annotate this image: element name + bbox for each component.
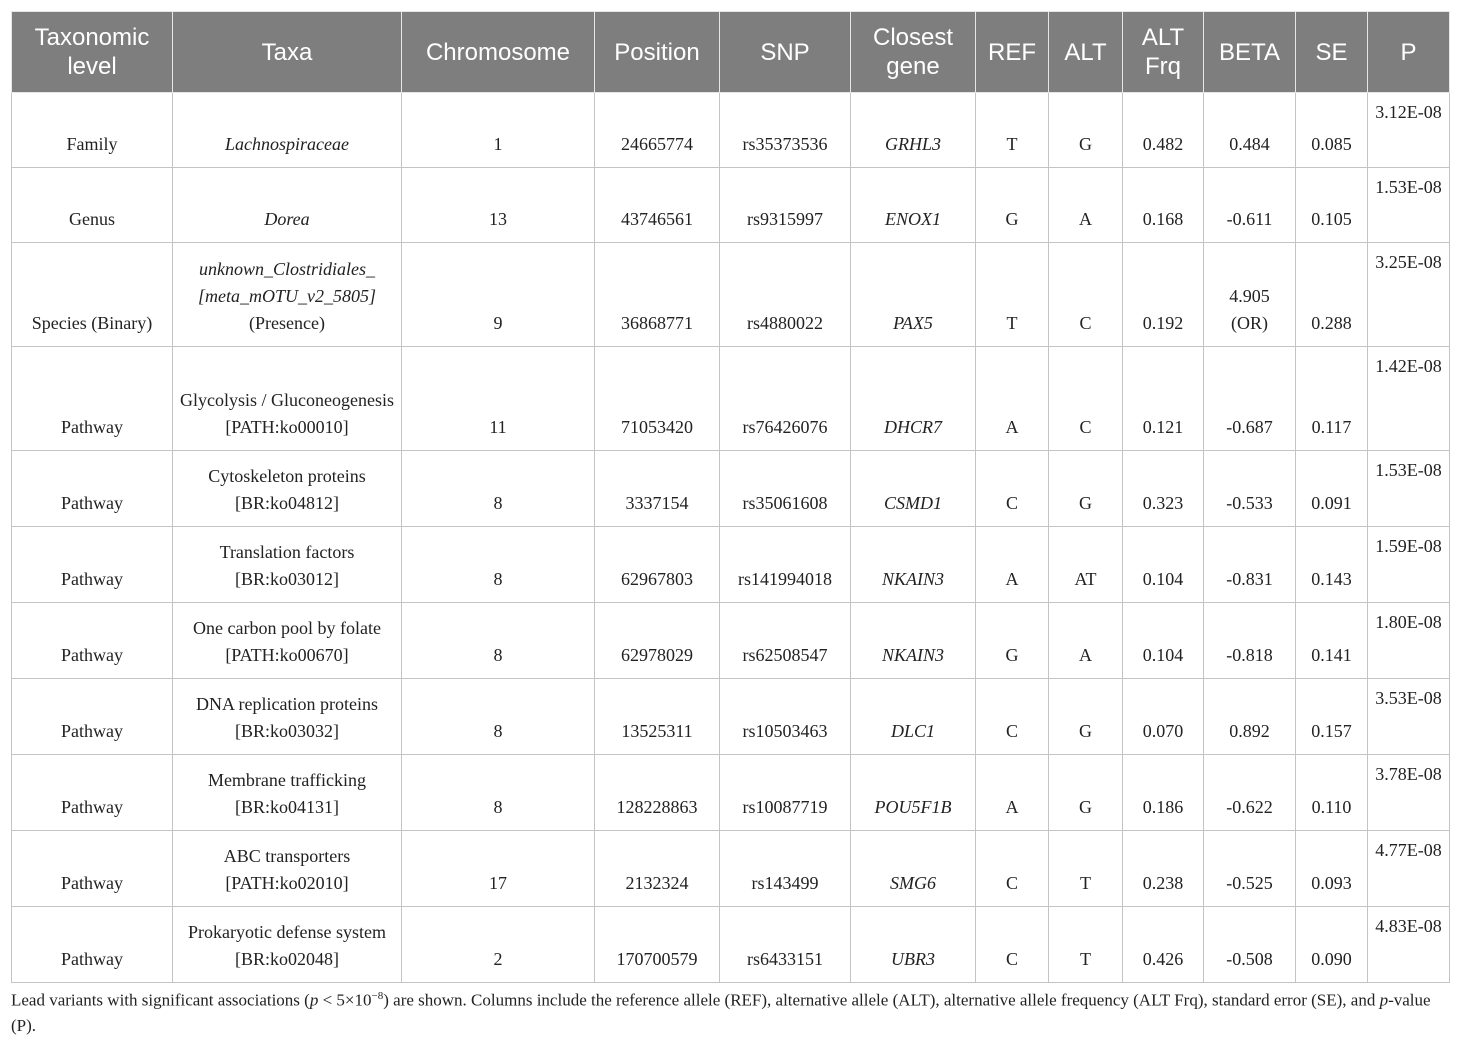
cell-alt-frq: 0.323: [1123, 451, 1204, 527]
cell-position: 13525311: [595, 679, 720, 755]
header-p: P: [1368, 12, 1450, 93]
cell-gene: GRHL3: [851, 93, 976, 168]
cell-snp: rs10503463: [720, 679, 851, 755]
cell-p: 3.53E-08: [1368, 679, 1450, 755]
cell-alt: A: [1049, 168, 1123, 243]
header-closest-gene: Closest gene: [851, 12, 976, 93]
cell-ref: T: [976, 93, 1049, 168]
cell-chromosome: 8: [402, 451, 595, 527]
cell-chromosome: 9: [402, 243, 595, 347]
cell-taxa: One carbon pool by folate [PATH:ko00670]: [173, 603, 402, 679]
cell-p: 1.53E-08: [1368, 168, 1450, 243]
cell-gene: SMG6: [851, 831, 976, 907]
cell-se: 0.085: [1296, 93, 1368, 168]
cell-taxa: DNA replication proteins [BR:ko03032]: [173, 679, 402, 755]
cell-position: 43746561: [595, 168, 720, 243]
cell-beta: -0.818: [1204, 603, 1296, 679]
cell-p: 1.59E-08: [1368, 527, 1450, 603]
cell-gene: CSMD1: [851, 451, 976, 527]
cell-snp: rs62508547: [720, 603, 851, 679]
cell-beta: -0.525: [1204, 831, 1296, 907]
cell-p: 3.12E-08: [1368, 93, 1450, 168]
cell-p: 4.83E-08: [1368, 907, 1450, 983]
header-row: [12, 12, 1450, 93]
cell-alt-frq: 0.186: [1123, 755, 1204, 831]
cell-chromosome: 17: [402, 831, 595, 907]
cell-p: 3.25E-08: [1368, 243, 1450, 347]
cell-level: Family: [12, 93, 173, 168]
table-row: [12, 347, 1450, 451]
cell-snp: rs141994018: [720, 527, 851, 603]
cell-alt: G: [1049, 93, 1123, 168]
cell-snp: rs4880022: [720, 243, 851, 347]
footnote-p-symbol: p: [1379, 990, 1389, 1010]
cell-taxa: Translation factors [BR:ko03012]: [173, 527, 402, 603]
table-footnote: [11, 984, 1449, 1038]
cell-alt: G: [1049, 451, 1123, 527]
cell-gene: PAX5: [851, 243, 976, 347]
cell-ref: C: [976, 451, 1049, 527]
cell-p: 1.42E-08: [1368, 347, 1450, 451]
header-ref: REF: [976, 12, 1049, 93]
cell-alt-frq: 0.121: [1123, 347, 1204, 451]
cell-taxa-name: unknown_Clostridiales_ [meta_mOTU_v2_5805]: [198, 259, 376, 306]
cell-alt: C: [1049, 243, 1123, 347]
cell-snp: rs10087719: [720, 755, 851, 831]
cell-taxa: Cytoskeleton proteins [BR:ko04812]: [173, 451, 402, 527]
footnote-text: Lead variants with significant associations (: [11, 990, 310, 1010]
cell-taxa: [173, 243, 402, 347]
cell-position: 71053420: [595, 347, 720, 451]
table-row: [12, 243, 1450, 347]
cell-chromosome: 2: [402, 907, 595, 983]
cell-level: Species (Binary): [12, 243, 173, 347]
cell-gene: NKAIN3: [851, 603, 976, 679]
cell-chromosome: 13: [402, 168, 595, 243]
table-row: [12, 907, 1450, 983]
cell-snp: rs9315997: [720, 168, 851, 243]
table-row: [12, 168, 1450, 243]
cell-alt-frq: 0.482: [1123, 93, 1204, 168]
cell-chromosome: 8: [402, 679, 595, 755]
cell-level: Pathway: [12, 679, 173, 755]
table-row: [12, 831, 1450, 907]
cell-alt-frq: 0.426: [1123, 907, 1204, 983]
cell-taxa: Glycolysis / Gluconeogenesis [PATH:ko00010]: [173, 347, 402, 451]
cell-beta: -0.831: [1204, 527, 1296, 603]
header-taxonomic-level: Taxonomic level: [12, 12, 173, 93]
cell-level: Pathway: [12, 347, 173, 451]
cell-se: 0.091: [1296, 451, 1368, 527]
cell-se: 0.143: [1296, 527, 1368, 603]
cell-beta: 0.892: [1204, 679, 1296, 755]
cell-level: Pathway: [12, 527, 173, 603]
cell-snp: rs35373536: [720, 93, 851, 168]
cell-chromosome: 8: [402, 603, 595, 679]
cell-ref: A: [976, 347, 1049, 451]
cell-p: 1.53E-08: [1368, 451, 1450, 527]
cell-beta: -0.622: [1204, 755, 1296, 831]
cell-position: 62967803: [595, 527, 720, 603]
cell-alt: AT: [1049, 527, 1123, 603]
table-row: [12, 603, 1450, 679]
cell-position: 3337154: [595, 451, 720, 527]
cell-se: 0.110: [1296, 755, 1368, 831]
cell-gene: NKAIN3: [851, 527, 976, 603]
cell-position: 62978029: [595, 603, 720, 679]
cell-se: 0.105: [1296, 168, 1368, 243]
footnote-exponent: −8: [371, 990, 384, 1002]
header-taxa: Taxa: [173, 12, 402, 93]
cell-alt-frq: 0.238: [1123, 831, 1204, 907]
cell-chromosome: 8: [402, 527, 595, 603]
footnote-text: ) are shown. Columns include the reference allele (REF), alternative allele (ALT), alternative allele frequency (ALT Frq), standard error (SE), and: [383, 990, 1380, 1010]
table-body: [12, 93, 1450, 983]
cell-ref: G: [976, 603, 1049, 679]
cell-alt: G: [1049, 679, 1123, 755]
results-table-container: [11, 11, 1449, 983]
cell-taxa-suffix: (Presence): [249, 313, 325, 333]
cell-position: 128228863: [595, 755, 720, 831]
table-header: [12, 12, 1450, 93]
cell-beta: -0.508: [1204, 907, 1296, 983]
cell-gene: UBR3: [851, 907, 976, 983]
cell-level: Pathway: [12, 603, 173, 679]
cell-snp: rs35061608: [720, 451, 851, 527]
cell-taxa: Membrane trafficking [BR:ko04131]: [173, 755, 402, 831]
cell-se: 0.141: [1296, 603, 1368, 679]
header-se: SE: [1296, 12, 1368, 93]
cell-alt-frq: 0.168: [1123, 168, 1204, 243]
cell-snp: rs6433151: [720, 907, 851, 983]
cell-taxa: Prokaryotic defense system [BR:ko02048]: [173, 907, 402, 983]
table-row: [12, 679, 1450, 755]
cell-taxa: Dorea: [173, 168, 402, 243]
cell-alt: T: [1049, 907, 1123, 983]
footnote-p-symbol: p: [309, 990, 319, 1010]
cell-beta: 4.905 (OR): [1204, 243, 1296, 347]
cell-alt: G: [1049, 755, 1123, 831]
cell-p: 1.80E-08: [1368, 603, 1450, 679]
cell-se: 0.117: [1296, 347, 1368, 451]
cell-se: 0.090: [1296, 907, 1368, 983]
cell-p: 4.77E-08: [1368, 831, 1450, 907]
cell-alt-frq: 0.192: [1123, 243, 1204, 347]
cell-alt: A: [1049, 603, 1123, 679]
cell-position: 2132324: [595, 831, 720, 907]
cell-position: 36868771: [595, 243, 720, 347]
table-row: [12, 451, 1450, 527]
header-alt: ALT: [1049, 12, 1123, 93]
cell-ref: A: [976, 527, 1049, 603]
cell-ref: A: [976, 755, 1049, 831]
header-chromosome: Chromosome: [402, 12, 595, 93]
cell-beta: 0.484: [1204, 93, 1296, 168]
cell-beta: -0.687: [1204, 347, 1296, 451]
cell-chromosome: 11: [402, 347, 595, 451]
cell-ref: T: [976, 243, 1049, 347]
cell-gene: POU5F1B: [851, 755, 976, 831]
cell-gene: DLC1: [851, 679, 976, 755]
cell-level: Pathway: [12, 755, 173, 831]
cell-chromosome: 1: [402, 93, 595, 168]
header-alt-frq: ALT Frq: [1123, 12, 1204, 93]
cell-level: Pathway: [12, 451, 173, 527]
cell-ref: C: [976, 907, 1049, 983]
cell-beta: -0.533: [1204, 451, 1296, 527]
header-position: Position: [595, 12, 720, 93]
cell-gene: ENOX1: [851, 168, 976, 243]
cell-snp: rs76426076: [720, 347, 851, 451]
cell-position: 24665774: [595, 93, 720, 168]
table-row: [12, 93, 1450, 168]
cell-taxa: ABC transporters [PATH:ko02010]: [173, 831, 402, 907]
cell-position: 170700579: [595, 907, 720, 983]
cell-gene: DHCR7: [851, 347, 976, 451]
cell-taxa: Lachnospiraceae: [173, 93, 402, 168]
cell-ref: C: [976, 679, 1049, 755]
footnote-text: < 5×10: [318, 990, 372, 1010]
cell-ref: C: [976, 831, 1049, 907]
cell-alt-frq: 0.104: [1123, 527, 1204, 603]
cell-ref: G: [976, 168, 1049, 243]
cell-beta: -0.611: [1204, 168, 1296, 243]
cell-se: 0.288: [1296, 243, 1368, 347]
cell-alt-frq: 0.104: [1123, 603, 1204, 679]
table-row: [12, 527, 1450, 603]
cell-snp: rs143499: [720, 831, 851, 907]
cell-chromosome: 8: [402, 755, 595, 831]
cell-se: 0.093: [1296, 831, 1368, 907]
cell-level: Pathway: [12, 907, 173, 983]
cell-level: Genus: [12, 168, 173, 243]
cell-p: 3.78E-08: [1368, 755, 1450, 831]
table-row: [12, 755, 1450, 831]
footnote-text: -value (P).: [11, 990, 1431, 1035]
cell-alt: T: [1049, 831, 1123, 907]
cell-se: 0.157: [1296, 679, 1368, 755]
header-snp: SNP: [720, 12, 851, 93]
cell-level: Pathway: [12, 831, 173, 907]
cell-alt-frq: 0.070: [1123, 679, 1204, 755]
header-beta: BETA: [1204, 12, 1296, 93]
cell-alt: C: [1049, 347, 1123, 451]
gwas-results-table: [11, 11, 1450, 983]
